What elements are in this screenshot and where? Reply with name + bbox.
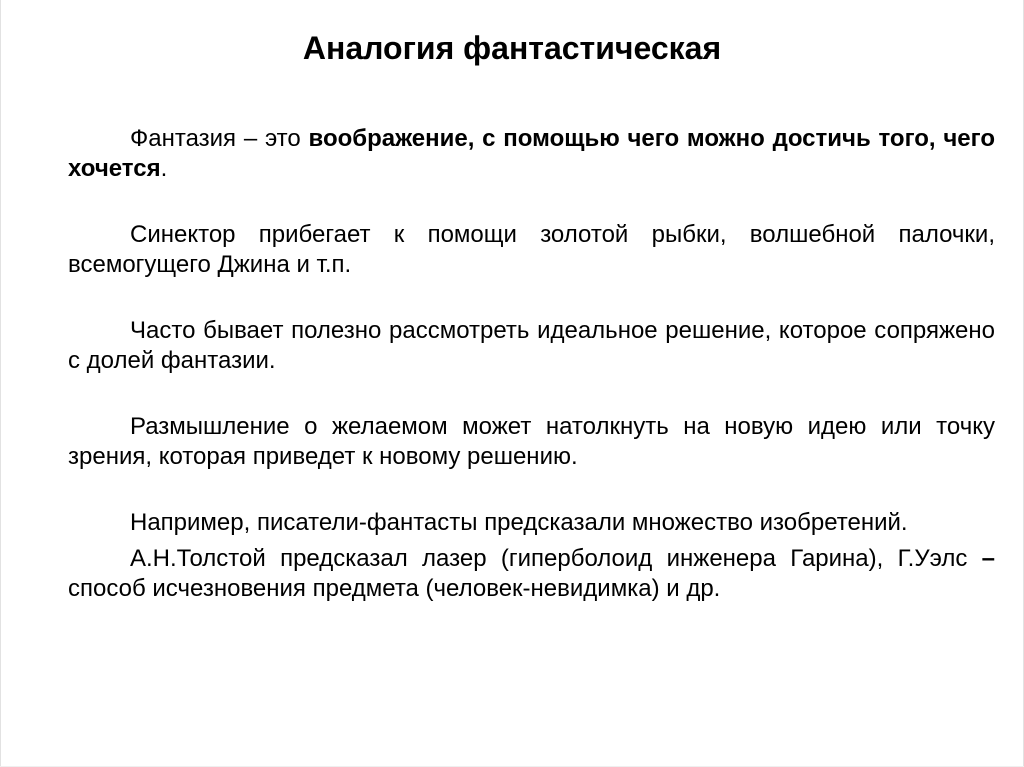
text-segment: Фантазия – это bbox=[130, 125, 309, 152]
slide-body bbox=[68, 124, 995, 604]
text-segment: Синектор прибегает к помощи золотой рыбки, волшебной палочки, всемогущего Джина и т.п. bbox=[68, 221, 995, 278]
slide-left-edge bbox=[0, 0, 1, 767]
paragraph-synector bbox=[68, 220, 995, 280]
paragraph-desire-reflection bbox=[68, 412, 995, 472]
text-segment: Часто бывает полезно рассмотреть идеальное решение, которое сопряжено с долей фантазии. bbox=[68, 317, 995, 374]
slide-title: Аналогия фантастическая bbox=[302, 30, 722, 66]
paragraph-tolstoy-wells bbox=[68, 544, 995, 604]
text-segment: А.Н.Толстой предсказал лазер (гиперболоид инженера Гарина), Г.Уэлс bbox=[130, 545, 982, 572]
paragraph-sci-fi-writers bbox=[68, 508, 995, 538]
paragraph-fantasy-definition bbox=[68, 124, 995, 184]
text-segment: Например, писатели-фантасты предсказали множество изобретений. bbox=[130, 509, 908, 536]
text-segment-bold: – bbox=[981, 545, 995, 572]
text-segment: . bbox=[160, 155, 168, 182]
text-segment-bold: воображение, с помощью чего можно достичь того, чего хочется bbox=[68, 125, 995, 182]
text-segment: Размышление о желаемом может натолкнуть на новую идею или точку зрения, которая приведет к новому решению. bbox=[68, 413, 995, 470]
text-segment: способ исчезновения предмета (человек-невидимка) и др. bbox=[68, 575, 721, 602]
paragraph-ideal-solution bbox=[68, 316, 995, 376]
